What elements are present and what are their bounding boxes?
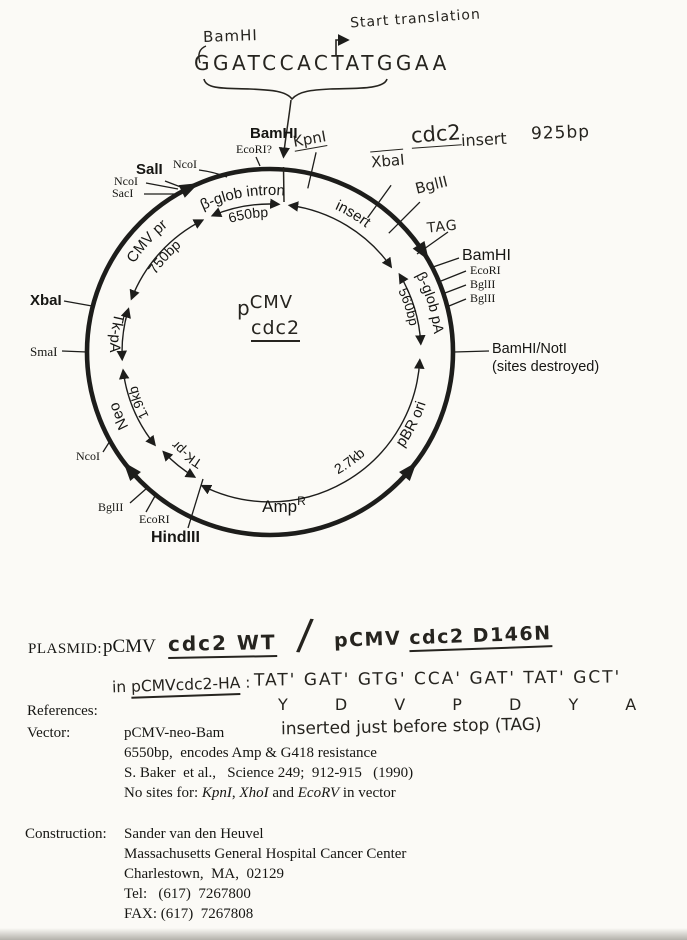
label-750bp: 750bp <box>144 236 184 277</box>
no-sites-suffix: in vector <box>339 785 396 801</box>
ha-codons: TAT' GAT' GTG' CCA' GAT' TAT' GCT' <box>253 667 622 691</box>
leader-bglii-lowerleft <box>130 488 147 503</box>
leader-xbai-left <box>64 301 92 306</box>
no-sites-ecorv: EcoRV <box>297 785 340 801</box>
site-sali: SalI <box>136 161 163 178</box>
site-xbai-hand: XbaI <box>370 150 406 172</box>
plasmid-center-name <box>237 292 293 320</box>
site-bglii-hand: BglII <box>413 172 450 198</box>
site-ecori-lowerleft: EcoRI <box>139 512 170 526</box>
scan-edge-shadow <box>0 928 687 940</box>
ha-residues: Y D V P D Y A <box>278 695 637 714</box>
no-sites-sep2: and <box>268 785 298 801</box>
label-amp-r: Amp$^R$ <box>262 494 306 516</box>
leader-smai <box>62 351 87 352</box>
site-ncoi-topright: NcoI <box>173 157 197 171</box>
construction-fax: FAX: (617) 7267808 <box>124 906 254 922</box>
site-bamhi-noti: BamHI/NotI <box>492 341 567 357</box>
no-sites-sep1: , <box>231 785 240 801</box>
tag-codon-label: TAG <box>426 217 459 237</box>
sequence-brace <box>204 79 387 99</box>
label-b-glob-intron: β-glob intron <box>197 181 286 214</box>
ha-name: pCMVcdc2-HA <box>131 674 241 699</box>
label-2-7kb: 2.7kb <box>331 444 368 478</box>
ha-prefix: in <box>111 677 132 697</box>
references-label: References: <box>27 703 98 719</box>
site-bglii-lowerleft: BglII <box>98 500 124 514</box>
size-925bp-label: 925bp <box>530 121 591 145</box>
label-b-glob-pa: β-glob pA <box>412 269 446 335</box>
sites-destroyed-note: (sites destroyed) <box>492 359 600 375</box>
vector-description: 6550bp, encodes Amp & G418 resistance <box>124 745 377 761</box>
site-kpni-hand: KpnI <box>291 127 328 151</box>
center-name-cmv: CMV <box>249 292 294 313</box>
label-insert-arc: insert <box>332 197 374 231</box>
tick-kpni <box>308 152 316 188</box>
leader-bamhi-right <box>433 258 459 267</box>
bamhi-hand-label: BamHI <box>202 26 259 46</box>
plasmid-vector-printed: pCMV <box>103 636 156 657</box>
vector-no-sites <box>124 785 396 802</box>
insert-hand-label: insert <box>460 128 508 151</box>
label-pbr-ori: pBR ori <box>392 399 430 451</box>
site-bamhi-top: BamHI <box>250 125 298 142</box>
site-bglii-right2: BglII <box>470 291 496 305</box>
arc-2-7kb <box>202 360 420 502</box>
bamhi-sequence: GGATCCACTATGGAA <box>194 51 450 75</box>
ha-construct-line <box>112 674 251 697</box>
leader-bglii-right2 <box>449 299 466 306</box>
ha-colon: : <box>239 673 251 692</box>
ha-insert-note: inserted just before stop (TAG) <box>280 714 542 740</box>
vector-name: pCMV-neo-Bam <box>124 725 225 741</box>
plasmid-field-label: PLASMID: <box>28 641 103 657</box>
site-bamhi-right: BamHI <box>462 247 511 264</box>
construction-label: Construction: <box>25 826 107 842</box>
construction-city: Charlestown, MA, 02129 <box>124 866 284 882</box>
label-1-9kb: 1.9kb <box>125 384 152 422</box>
start-translation-note: Start translation <box>349 6 482 32</box>
site-bglii-right1: BglII <box>470 277 496 291</box>
leader-ecori-right <box>441 271 466 281</box>
label-650bp: 650bp <box>226 203 269 226</box>
plasmid-wt-hand: cdc2 WT <box>168 630 277 659</box>
construction-name: Sander van den Heuvel <box>124 826 264 842</box>
plasmid-center-gene: cdc2 <box>251 317 300 342</box>
construction-tel: Tel: (617) 7267800 <box>124 886 251 902</box>
no-sites-prefix: No sites for: <box>124 785 202 801</box>
center-name-p: p <box>237 296 250 320</box>
plasmid-slash: / <box>295 609 315 660</box>
leader-bglii-right1 <box>445 285 466 293</box>
site-ecori-right: EcoRI <box>470 263 501 277</box>
site-ncoi-left: NcoI <box>114 174 138 188</box>
cdc2-hand-label: cdc2 <box>410 120 462 148</box>
label-neo: Neo <box>105 400 133 433</box>
label-560bp: 560bp <box>395 285 422 327</box>
leader-ecori-top <box>256 157 260 166</box>
construction-institution: Massachusetts General Hospital Cancer Center <box>124 846 407 862</box>
vector-reference: S. Baker et al., Science 249; 912-915 (1990) <box>124 765 414 781</box>
site-saci: SacI <box>112 186 134 200</box>
no-sites-kpni: KpnI <box>201 785 232 801</box>
site-xbai-left: XbaI <box>30 292 62 309</box>
site-ncoi-lowerleft: NcoI <box>76 449 100 463</box>
leader-ncoi-lowerleft <box>103 441 110 452</box>
leader-ecori-lowerleft <box>146 496 155 512</box>
label-tk-pr: TK-pr <box>168 438 205 472</box>
leader-bamhi-noti <box>454 351 489 352</box>
label-tk-pa: Tk-pA <box>105 311 128 353</box>
site-ecori-question: EcoRI? <box>236 142 272 156</box>
plasmid-mut-prefix: pCMV <box>333 627 410 652</box>
vector-label: Vector: <box>27 725 71 741</box>
no-sites-xhoi: XhoI <box>239 785 269 801</box>
site-hindiii: HindIII <box>151 529 200 546</box>
site-smai: SmaI <box>30 344 58 359</box>
label-cmv-pr: CMV pr <box>123 216 171 267</box>
plasmid-mut-name: cdc2 D146N <box>409 622 552 652</box>
